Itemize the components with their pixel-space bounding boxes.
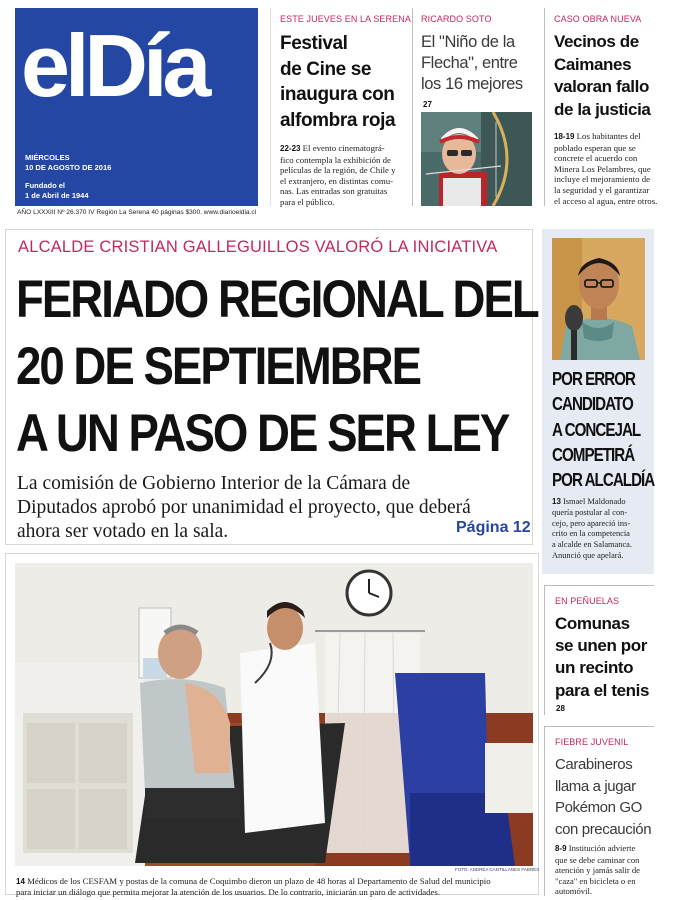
column-divider: [412, 8, 413, 206]
fiebre-page-ref: 8-9: [555, 844, 567, 853]
clinic-photo-illustration: [15, 563, 533, 866]
lead-deck-line: ahora ser votado en la sala.: [17, 521, 229, 542]
caso-summary-line: el acceso al agua, entre otros.: [554, 195, 658, 206]
festival-headline-line: de Cine se: [280, 58, 372, 80]
newspaper-logo: elDía: [21, 16, 207, 115]
caso-headline[interactable]: [554, 31, 679, 121]
fiebre-headline-line: Pokémon GO: [555, 799, 642, 816]
festival-summary-line: nas. Las entradas son gratuitas: [280, 186, 388, 197]
archer-photo[interactable]: [421, 112, 532, 206]
lead-headline-line: A UN PASO DE SER LEY: [16, 404, 509, 463]
fiebre-summary-line: atención y jamás salir de: [555, 865, 640, 876]
candidate-headline-line: COMPETIRÁ: [552, 443, 635, 465]
festival-headline-line: inaugura con: [280, 84, 395, 105]
fiebre-summary-line: que se debe caminar con: [555, 854, 640, 865]
clinic-photo[interactable]: [15, 563, 533, 866]
issue-info-line: AÑO LXXXIII Nº 26.370 IV Región La Serena 40 páginas $300. www.diarioeldia.cl: [17, 209, 257, 216]
photo-credit: FOTO: ANDREA CANTILLANES FABRES: [455, 867, 540, 872]
festival-headline-line: Festival: [280, 33, 348, 54]
candidate-page-ref: 13: [552, 497, 561, 506]
candidate-headline-line: POR ALCALDÍA: [552, 469, 655, 491]
penuelas-headline-line: para el tenis: [555, 680, 650, 700]
penuelas-headline[interactable]: [555, 613, 675, 702]
fiebre-headline-line: con precaución: [555, 820, 652, 838]
issue-weekday: MIÉRCOLES: [25, 153, 70, 162]
caso-kicker: CASO OBRA NUEVA: [554, 14, 642, 24]
soto-kicker: RICARDO SOTO: [421, 14, 492, 24]
caso-headline-line: de la justicia: [554, 99, 651, 119]
festival-kicker: ESTE JUEVES EN LA SERENA: [280, 14, 411, 24]
fiebre-summary-line: automóvil.: [555, 886, 592, 897]
candidate-headline-line: POR ERROR: [552, 368, 636, 389]
section-divider: [544, 726, 654, 727]
candidate-summary-line: Ismael Maldonado: [563, 497, 626, 506]
lead-headline-line: 20 DE SEPTIEMBRE: [16, 337, 421, 396]
fiebre-summary: [555, 843, 677, 897]
festival-headline[interactable]: [280, 31, 410, 133]
festival-summary: [280, 143, 405, 208]
column-divider: [544, 585, 545, 715]
founded-label: Fundado el: [25, 181, 65, 190]
caso-headline-line: valoran fallo: [554, 77, 649, 96]
festival-summary-line: películas de la región, de Chile y: [280, 165, 396, 176]
photo-page-ref: 14: [16, 877, 25, 886]
caso-summary-line: incluye el mejoramiento de: [554, 174, 650, 185]
candidate-headline[interactable]: [552, 366, 655, 492]
candidate-summary-line: crito en la competencia: [552, 529, 630, 539]
penuelas-page-ref: 28: [556, 704, 565, 713]
fiebre-kicker: FIEBRE JUVENIL: [555, 737, 629, 747]
festival-summary-line: El evento cinematográ-: [302, 143, 385, 153]
fiebre-summary-line: Institución advierte: [568, 843, 636, 853]
penuelas-kicker: EN PEÑUELAS: [555, 596, 620, 606]
photo-caption: [16, 876, 536, 898]
soto-headline-line: Flecha", entre: [421, 54, 518, 72]
candidate-headline-line: CANDIDATO: [552, 393, 633, 415]
lead-headline[interactable]: [16, 266, 538, 467]
issue-date: [25, 153, 111, 173]
candidate-summary-line: quería postular al con-: [552, 507, 628, 517]
fiebre-summary-line: "caza" en bicicleta o en: [555, 875, 636, 886]
masthead: [15, 8, 258, 206]
candidate-headline-line: A CONCEJAL: [552, 418, 641, 440]
photo-caption-line: Médicos de los CESFAM y postas de la comuna de Coquimbo dieron un plazo de 48 horas al Departamento de Salud del municipio: [27, 876, 491, 886]
caso-headline-line: Caimanes: [554, 54, 632, 74]
lead-page-link[interactable]: Página 12: [456, 519, 531, 536]
soto-page-ref: 27: [423, 100, 432, 109]
photo-caption-line: para iniciar un diálogo que permita mejorar la atención de los usuarios. De lo contrario, iniciarán un paro de actividades.: [16, 887, 441, 898]
penuelas-headline-line: un recinto: [555, 658, 634, 678]
festival-headline-line: alfombra roja: [280, 109, 396, 131]
candidate-photo[interactable]: [552, 238, 645, 360]
caso-page-ref: 18-19: [554, 132, 575, 141]
candidate-summary-line: a alcalde en Salamanca.: [552, 540, 632, 550]
caso-headline-line: Vecinos de: [554, 32, 639, 51]
fiebre-headline-line: Carabineros: [555, 756, 633, 773]
founded-note: [25, 181, 89, 201]
caso-summary-line: la seguridad y el garantizar: [554, 184, 650, 195]
section-divider: [544, 585, 654, 586]
candidate-summary-line: Anunció que apelará.: [552, 550, 624, 560]
founded-date: 1 de Abril de 1944: [25, 191, 89, 200]
candidate-photo-illustration: [552, 238, 645, 360]
column-divider: [544, 726, 545, 896]
candidate-summary: [552, 497, 648, 562]
issue-full-date: 10 DE AGOSTO DE 2016: [25, 163, 112, 172]
festival-summary-line: para el público.: [280, 196, 335, 207]
penuelas-headline-line: Comunas: [555, 614, 630, 633]
caso-summary: [554, 131, 678, 206]
soto-headline-line: los 16 mejores: [421, 75, 523, 93]
caso-summary-line: poblado esperan que se: [554, 142, 636, 153]
festival-page-ref: 22-23: [280, 144, 301, 153]
caso-summary-line: Minera Los Pelambres, que: [554, 163, 651, 174]
fiebre-headline-line: llama a jugar: [555, 777, 636, 795]
lead-headline-line: FERIADO REGIONAL DEL: [16, 270, 538, 329]
soto-headline[interactable]: [421, 32, 543, 95]
festival-summary-line: el extranjero, en distintas comu-: [280, 175, 394, 186]
candidate-summary-line: cejo, pero apareció ins-: [552, 518, 631, 528]
fiebre-headline[interactable]: [555, 754, 675, 840]
column-divider: [544, 8, 545, 206]
soto-headline-line: El "Niño de la: [421, 33, 515, 51]
lead-deck-line: La comisión de Gobierno Interior de la Cámara de: [17, 473, 411, 494]
lead-deck-line: Diputados aprobó por unanimidad el proyecto, que deberá: [17, 497, 471, 518]
lead-kicker: ALCALDE CRISTIAN GALLEGUILLOS VALORÓ LA INICIATIVA: [18, 238, 498, 256]
festival-summary-line: fico contempla la exhibición de: [280, 154, 391, 165]
archer-photo-illustration: [421, 112, 532, 206]
caso-summary-line: Los habitantes del: [576, 131, 641, 141]
penuelas-headline-line: se unen por: [555, 636, 647, 656]
caso-summary-line: concrete el acuerdo con: [554, 153, 638, 164]
column-divider: [270, 8, 271, 206]
